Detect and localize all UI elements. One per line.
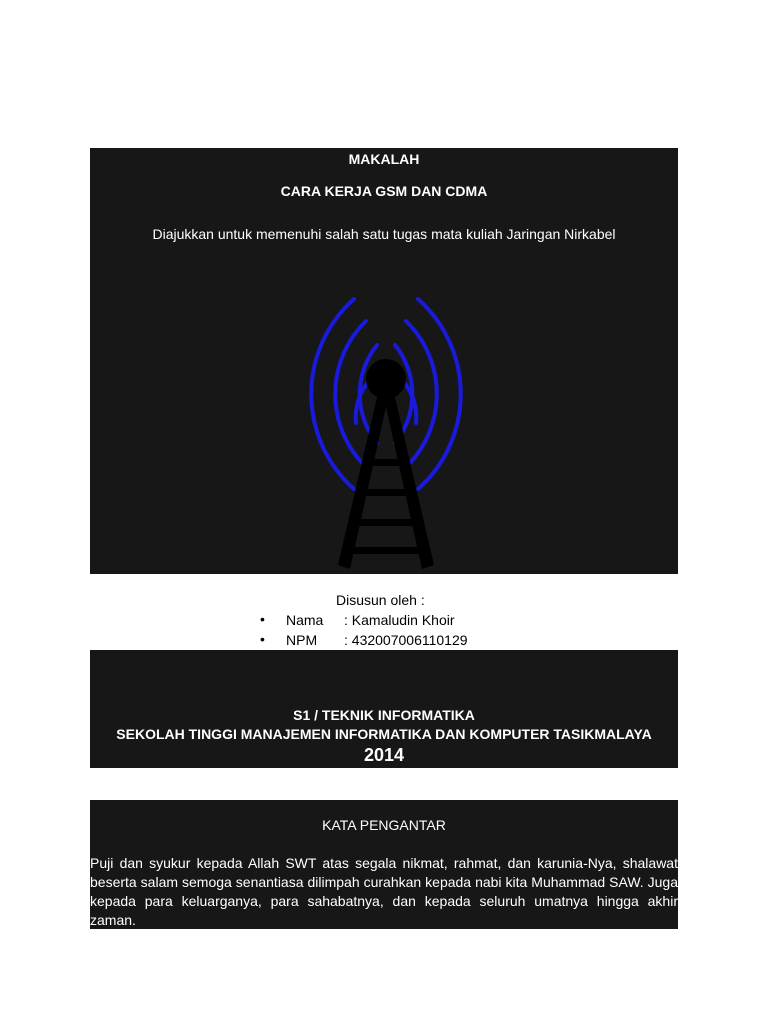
preface-title: KATA PENGANTAR bbox=[322, 817, 446, 833]
author-name-value: : Kamaludin Khoir bbox=[344, 612, 455, 628]
radio-tower-icon bbox=[266, 283, 506, 573]
document-type: MAKALAH bbox=[348, 151, 420, 167]
cover-section bbox=[90, 148, 678, 574]
tower-mast bbox=[338, 359, 434, 569]
year: 2014 bbox=[363, 745, 405, 765]
author-name-label: Nama bbox=[286, 612, 324, 628]
preface-section bbox=[90, 800, 678, 929]
author-npm-label: NPM bbox=[286, 632, 318, 648]
document-title: CARA KERJA GSM DAN CDMA bbox=[280, 183, 488, 199]
bullet-icon: • bbox=[260, 611, 265, 627]
campus-section bbox=[90, 650, 678, 768]
study-program: S1 / TEKNIK INFORMATIKA bbox=[293, 707, 475, 723]
bullet-icon: • bbox=[260, 631, 265, 647]
document-purpose: Diajukkan untuk memenuhi salah satu tugas mata kuliah Jaringan Nirkabel bbox=[152, 226, 616, 242]
author-npm-value: : 432007006110129 bbox=[344, 632, 468, 648]
authored-by-label: Disusun oleh : bbox=[336, 592, 425, 608]
school-name: SEKOLAH TINGGI MANAJEMEN INFORMATIKA DAN KOMPUTER TASIKMALAYA bbox=[116, 726, 652, 742]
preface-text: Puji dan syukur kepada Allah SWT atas segala nikmat, rahmat, dan karunia-Nya, shalawat beserta salam semoga senantiasa dilimpah curahkan kepada nabi kita Muhammad SAW. Juga kepada para keluarganya, para sahabatnya, dan kepada seluruh umatnya hingga akhir zaman. bbox=[90, 855, 678, 928]
